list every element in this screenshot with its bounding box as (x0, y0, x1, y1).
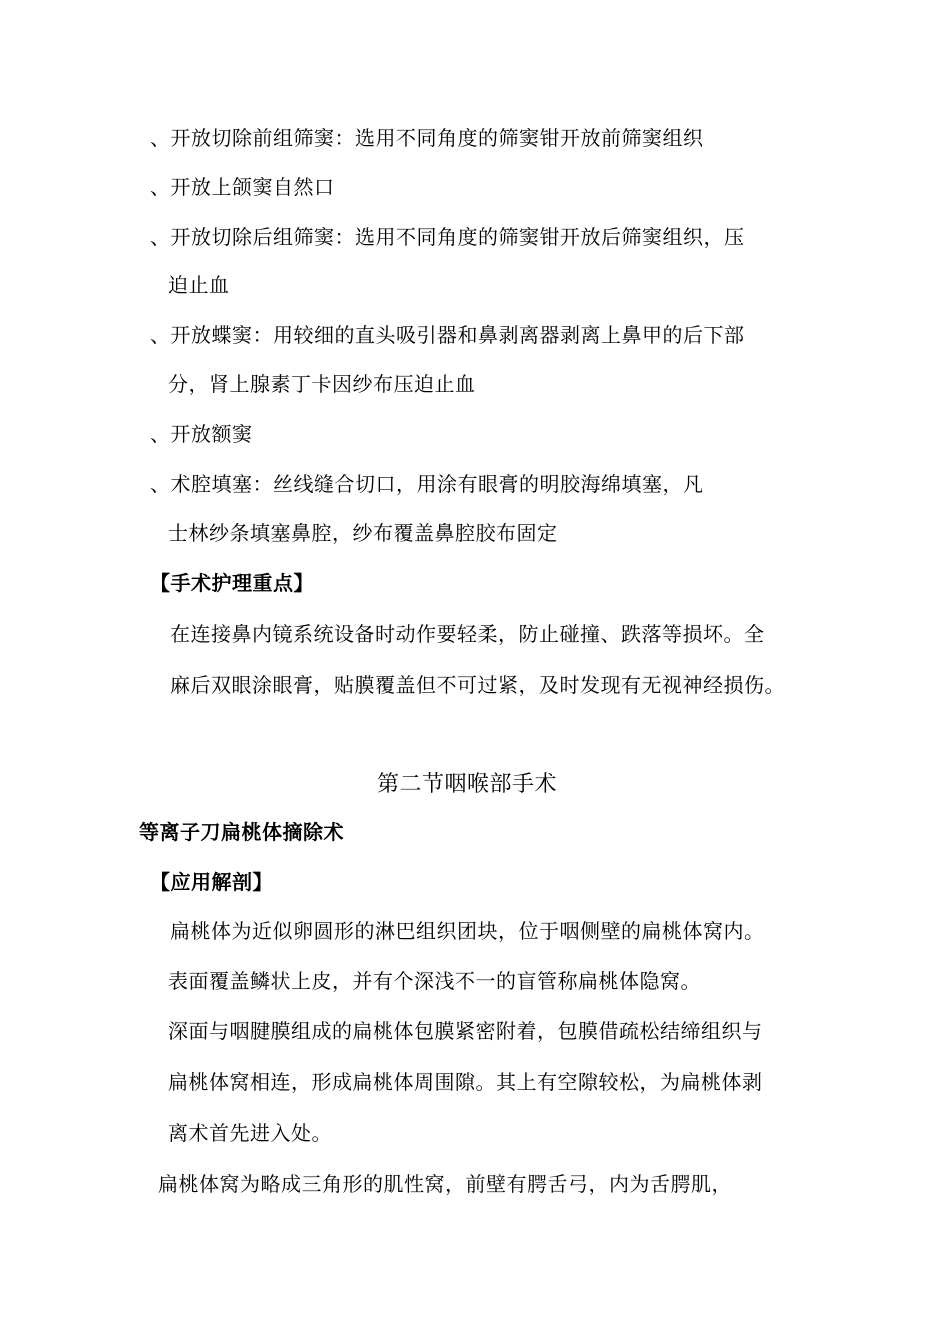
step-maxillary-line-1: 、开放上颌窦自然口 (150, 175, 335, 199)
step-sphenoid-line-2: 分，肾上腺素丁卡因纱布压迫止血 (168, 372, 476, 396)
anatomy-line-2: 表面覆盖鳞状上皮，并有个深浅不一的盲管称扁桃体隐窝。 (168, 969, 701, 993)
nursing-heading: 【手术护理重点】 (150, 571, 314, 595)
nursing-line-1: 在连接鼻内镜系统设备时动作要轻柔，防止碰撞、跌落等损坏。全 (170, 622, 765, 646)
anatomy-line-1: 扁桃体为近似卵圆形的淋巴组织团块，位于咽侧壁的扁桃体窝内。 (170, 919, 765, 943)
step-frontal-line-1: 、开放额窦 (150, 422, 253, 446)
step-sphenoid-line-1: 、开放蝶窦：用较细的直头吸引器和鼻剥离器剥离上鼻甲的后下部 (150, 323, 745, 347)
step-anterior-ethmoid-line-1: 、开放切除前组筛窦：选用不同角度的筛窦钳开放前筛窦组织 (150, 126, 704, 150)
procedure-title: 等离子刀扁桃体摘除术 (139, 820, 344, 844)
step-packing-line-2: 士林纱条填塞鼻腔，纱布覆盖鼻腔胶布固定 (168, 521, 558, 545)
anatomy-heading: 【应用解剖】 (150, 870, 273, 894)
anatomy-line-3: 深面与咽腱膜组成的扁桃体包膜紧密附着，包膜借疏松结缔组织与 (168, 1019, 763, 1043)
step-posterior-ethmoid-line-1: 、开放切除后组筛窦：选用不同角度的筛窦钳开放后筛窦组织，压 (150, 225, 745, 249)
section-title: 第二节咽喉部手术 (377, 772, 558, 797)
anatomy-line-5: 离术首先进入处。 (168, 1121, 332, 1145)
step-packing-line-1: 、术腔填塞：丝线缝合切口，用涂有眼膏的明胶海绵填塞，凡 (150, 472, 704, 496)
anatomy-last-line: 扁桃体窝为略成三角形的肌性窝，前壁有腭舌弓，内为舌腭肌， (158, 1172, 732, 1196)
step-posterior-ethmoid-line-2: 迫止血 (168, 273, 230, 297)
anatomy-line-4: 扁桃体窝相连，形成扁桃体周围隙。其上有空隙较松，为扁桃体剥 (168, 1070, 763, 1094)
nursing-line-2: 麻后双眼涂眼膏，贴膜覆盖但不可过紧，及时发现有无视神经损伤。 (170, 673, 785, 697)
